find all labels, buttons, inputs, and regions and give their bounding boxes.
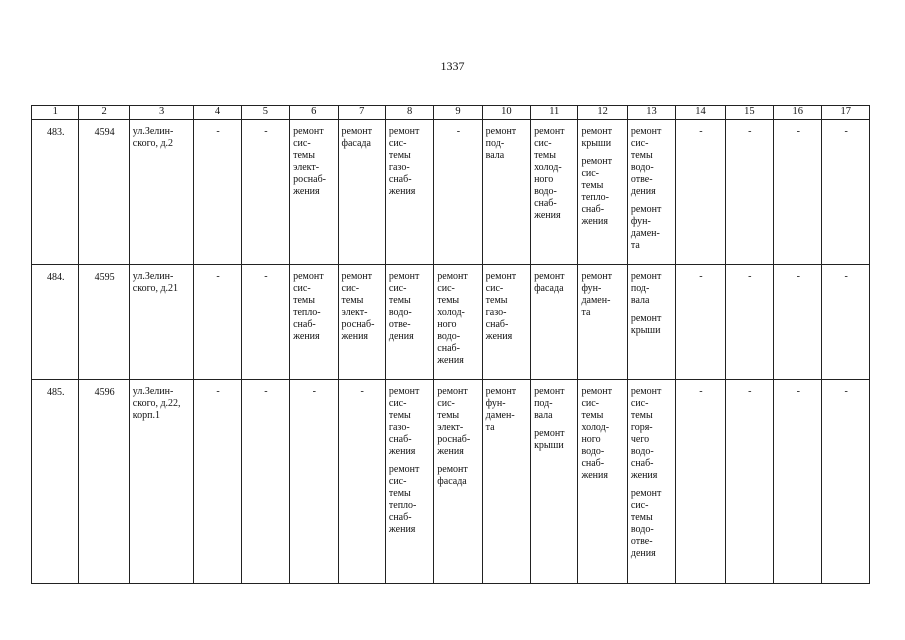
column-number-4: 4	[194, 106, 241, 120]
address-text: ул.Зелин- ского, д.21	[132, 271, 179, 294]
repair-work-entry: ремонт фун- дамен- та	[485, 386, 517, 433]
work-cell-col-12	[578, 380, 627, 584]
empty-dash: -	[216, 386, 220, 397]
work-cell-col-4	[194, 380, 241, 584]
repair-work-entry: ремонт крыши	[581, 126, 612, 149]
table-row	[32, 265, 870, 380]
repair-work-entry: ремонт сис- темы водо- отве- дения	[388, 271, 420, 342]
empty-dash: -	[748, 271, 752, 282]
work-cell-col-5	[241, 380, 289, 584]
work-cell-col-11	[531, 380, 578, 584]
work-cell-col-17	[822, 380, 870, 584]
work-cell-col-13	[627, 380, 675, 584]
empty-dash: -	[312, 386, 316, 397]
column-number-1: 1	[32, 106, 79, 120]
column-number-8: 8	[385, 106, 433, 120]
column-number-17: 17	[822, 106, 870, 120]
row-number-text: 485.	[46, 387, 65, 398]
address	[129, 120, 194, 265]
empty-dash: -	[360, 386, 364, 397]
work-cell-col-10	[482, 120, 530, 265]
work-cell-col-5	[241, 265, 289, 380]
work-cell-col-4	[194, 265, 241, 380]
column-number-16: 16	[774, 106, 822, 120]
work-cell-col-10	[482, 265, 530, 380]
work-cell-col-8	[385, 265, 433, 380]
address-text: ул.Зелин- ского, д.22, корп.1	[132, 386, 181, 421]
repair-work-entry: ремонт крыши	[630, 313, 662, 336]
repair-work-entry: ремонт сис- темы холод- ного водо- снаб- жения	[437, 271, 468, 366]
row-number	[32, 120, 79, 265]
repair-work-entry: ремонт сис- темы газо- снаб- жения	[485, 271, 517, 342]
work-cell-col-12	[578, 265, 627, 380]
empty-dash: -	[844, 386, 848, 397]
work-cell-col-17	[822, 120, 870, 265]
repair-work-entry: ремонт сис- темы элект- роснаб- жения	[341, 271, 375, 342]
empty-dash: -	[699, 126, 703, 137]
work-cell-col-11	[531, 120, 578, 265]
row-number	[32, 380, 79, 584]
work-cell-col-6	[290, 380, 338, 584]
empty-dash: -	[264, 271, 268, 282]
repair-work-entry: ремонт фун- дамен- та	[630, 204, 662, 251]
work-cell-col-9	[434, 120, 482, 265]
work-cell-col-16	[774, 265, 822, 380]
empty-dash: -	[748, 386, 752, 397]
object-code-text: 4595	[94, 272, 115, 283]
work-cell-col-15	[725, 265, 773, 380]
work-cell-col-13	[627, 120, 675, 265]
repair-work-entry: ремонт сис- темы тепло- снаб- жения	[388, 464, 420, 535]
work-cell-col-16	[774, 380, 822, 584]
repair-work-entry: ремонт фасада	[437, 464, 468, 487]
repair-work-entry: ремонт сис- темы тепло- снаб- жения	[581, 156, 612, 227]
empty-dash: -	[844, 271, 848, 282]
work-cell-col-7	[338, 120, 385, 265]
work-cell-col-12	[578, 120, 627, 265]
work-cell-col-8	[385, 380, 433, 584]
work-cell-col-10	[482, 380, 530, 584]
column-number-15: 15	[725, 106, 773, 120]
repair-work-entry: ремонт под- вала	[630, 271, 662, 306]
column-number-header	[32, 106, 870, 120]
repair-work-entry: ремонт сис- темы газо- снаб- жения	[388, 386, 420, 457]
empty-dash: -	[264, 126, 268, 137]
repair-schedule-table	[31, 105, 870, 584]
work-cell-col-13	[627, 265, 675, 380]
object-code-text: 4596	[94, 387, 115, 398]
row-number-text: 483.	[46, 127, 65, 138]
object-code	[79, 380, 129, 584]
repair-work-entry: ремонт сис- темы холод- ного водо- снаб- жения	[581, 386, 612, 481]
empty-dash: -	[796, 271, 800, 282]
repair-work-entry: ремонт сис- темы газо- снаб- жения	[388, 126, 420, 197]
repair-work-entry: ремонт сис- темы холод- ного водо- снаб- жения	[534, 126, 565, 221]
work-cell-col-15	[725, 120, 773, 265]
object-code	[79, 120, 129, 265]
repair-work-entry: ремонт фасада	[341, 126, 372, 149]
work-cell-col-9	[434, 265, 482, 380]
repair-work-entry: ремонт фун- дамен- та	[581, 271, 612, 318]
work-cell-col-14	[676, 380, 725, 584]
empty-dash: -	[216, 271, 220, 282]
work-cell-col-17	[822, 265, 870, 380]
column-number-5: 5	[241, 106, 289, 120]
column-number-13: 13	[627, 106, 675, 120]
work-cell-col-11	[531, 265, 578, 380]
work-cell-col-14	[676, 120, 725, 265]
object-code-text: 4594	[94, 127, 115, 138]
work-cell-col-7	[338, 265, 385, 380]
table-row	[32, 380, 870, 584]
work-cell-col-7	[338, 380, 385, 584]
repair-work-entry: ремонт сис- темы водо- отве- дения	[630, 126, 662, 197]
repair-work-entry: ремонт под- вала	[485, 126, 517, 161]
row-number-text: 484.	[46, 272, 65, 283]
empty-dash: -	[748, 126, 752, 137]
repair-work-entry: ремонт сис- темы горя- чего водо- снаб- жения	[630, 386, 662, 481]
column-number-12: 12	[578, 106, 627, 120]
empty-dash: -	[796, 126, 800, 137]
work-cell-col-9	[434, 380, 482, 584]
repair-work-entry: ремонт фасада	[534, 271, 565, 294]
object-code	[79, 265, 129, 380]
repair-work-entry: ремонт крыши	[534, 428, 565, 451]
empty-dash: -	[844, 126, 848, 137]
repair-work-entry: ремонт сис- темы водо- отве- дения	[630, 488, 662, 559]
work-cell-col-15	[725, 380, 773, 584]
work-cell-col-8	[385, 120, 433, 265]
column-number-3: 3	[129, 106, 194, 120]
empty-dash: -	[216, 126, 220, 137]
empty-dash: -	[796, 386, 800, 397]
address	[129, 380, 194, 584]
column-number-10: 10	[482, 106, 530, 120]
column-number-11: 11	[531, 106, 578, 120]
column-number-6: 6	[290, 106, 338, 120]
repair-work-entry: ремонт сис- темы тепло- снаб- жения	[293, 271, 324, 342]
empty-dash: -	[699, 386, 703, 397]
empty-dash: -	[264, 386, 268, 397]
column-number-9: 9	[434, 106, 482, 120]
table-row	[32, 120, 870, 265]
column-number-14: 14	[676, 106, 725, 120]
row-number	[32, 265, 79, 380]
page-number: 1337	[440, 59, 465, 73]
work-cell-col-5	[241, 120, 289, 265]
work-cell-col-6	[290, 120, 338, 265]
work-cell-col-4	[194, 120, 241, 265]
repair-work-entry: ремонт сис- темы элект- роснаб- жения	[437, 386, 471, 457]
empty-dash: -	[699, 271, 703, 282]
work-cell-col-16	[774, 120, 822, 265]
address	[129, 265, 194, 380]
empty-dash: -	[456, 126, 461, 137]
address-text: ул.Зелин- ского, д.2	[132, 126, 174, 149]
work-cell-col-6	[290, 265, 338, 380]
work-cell-col-14	[676, 265, 725, 380]
repair-work-entry: ремонт сис- темы элект- роснаб- жения	[293, 126, 327, 197]
repair-work-entry: ремонт под- вала	[534, 386, 565, 421]
column-number-2: 2	[79, 106, 129, 120]
column-number-7: 7	[338, 106, 385, 120]
